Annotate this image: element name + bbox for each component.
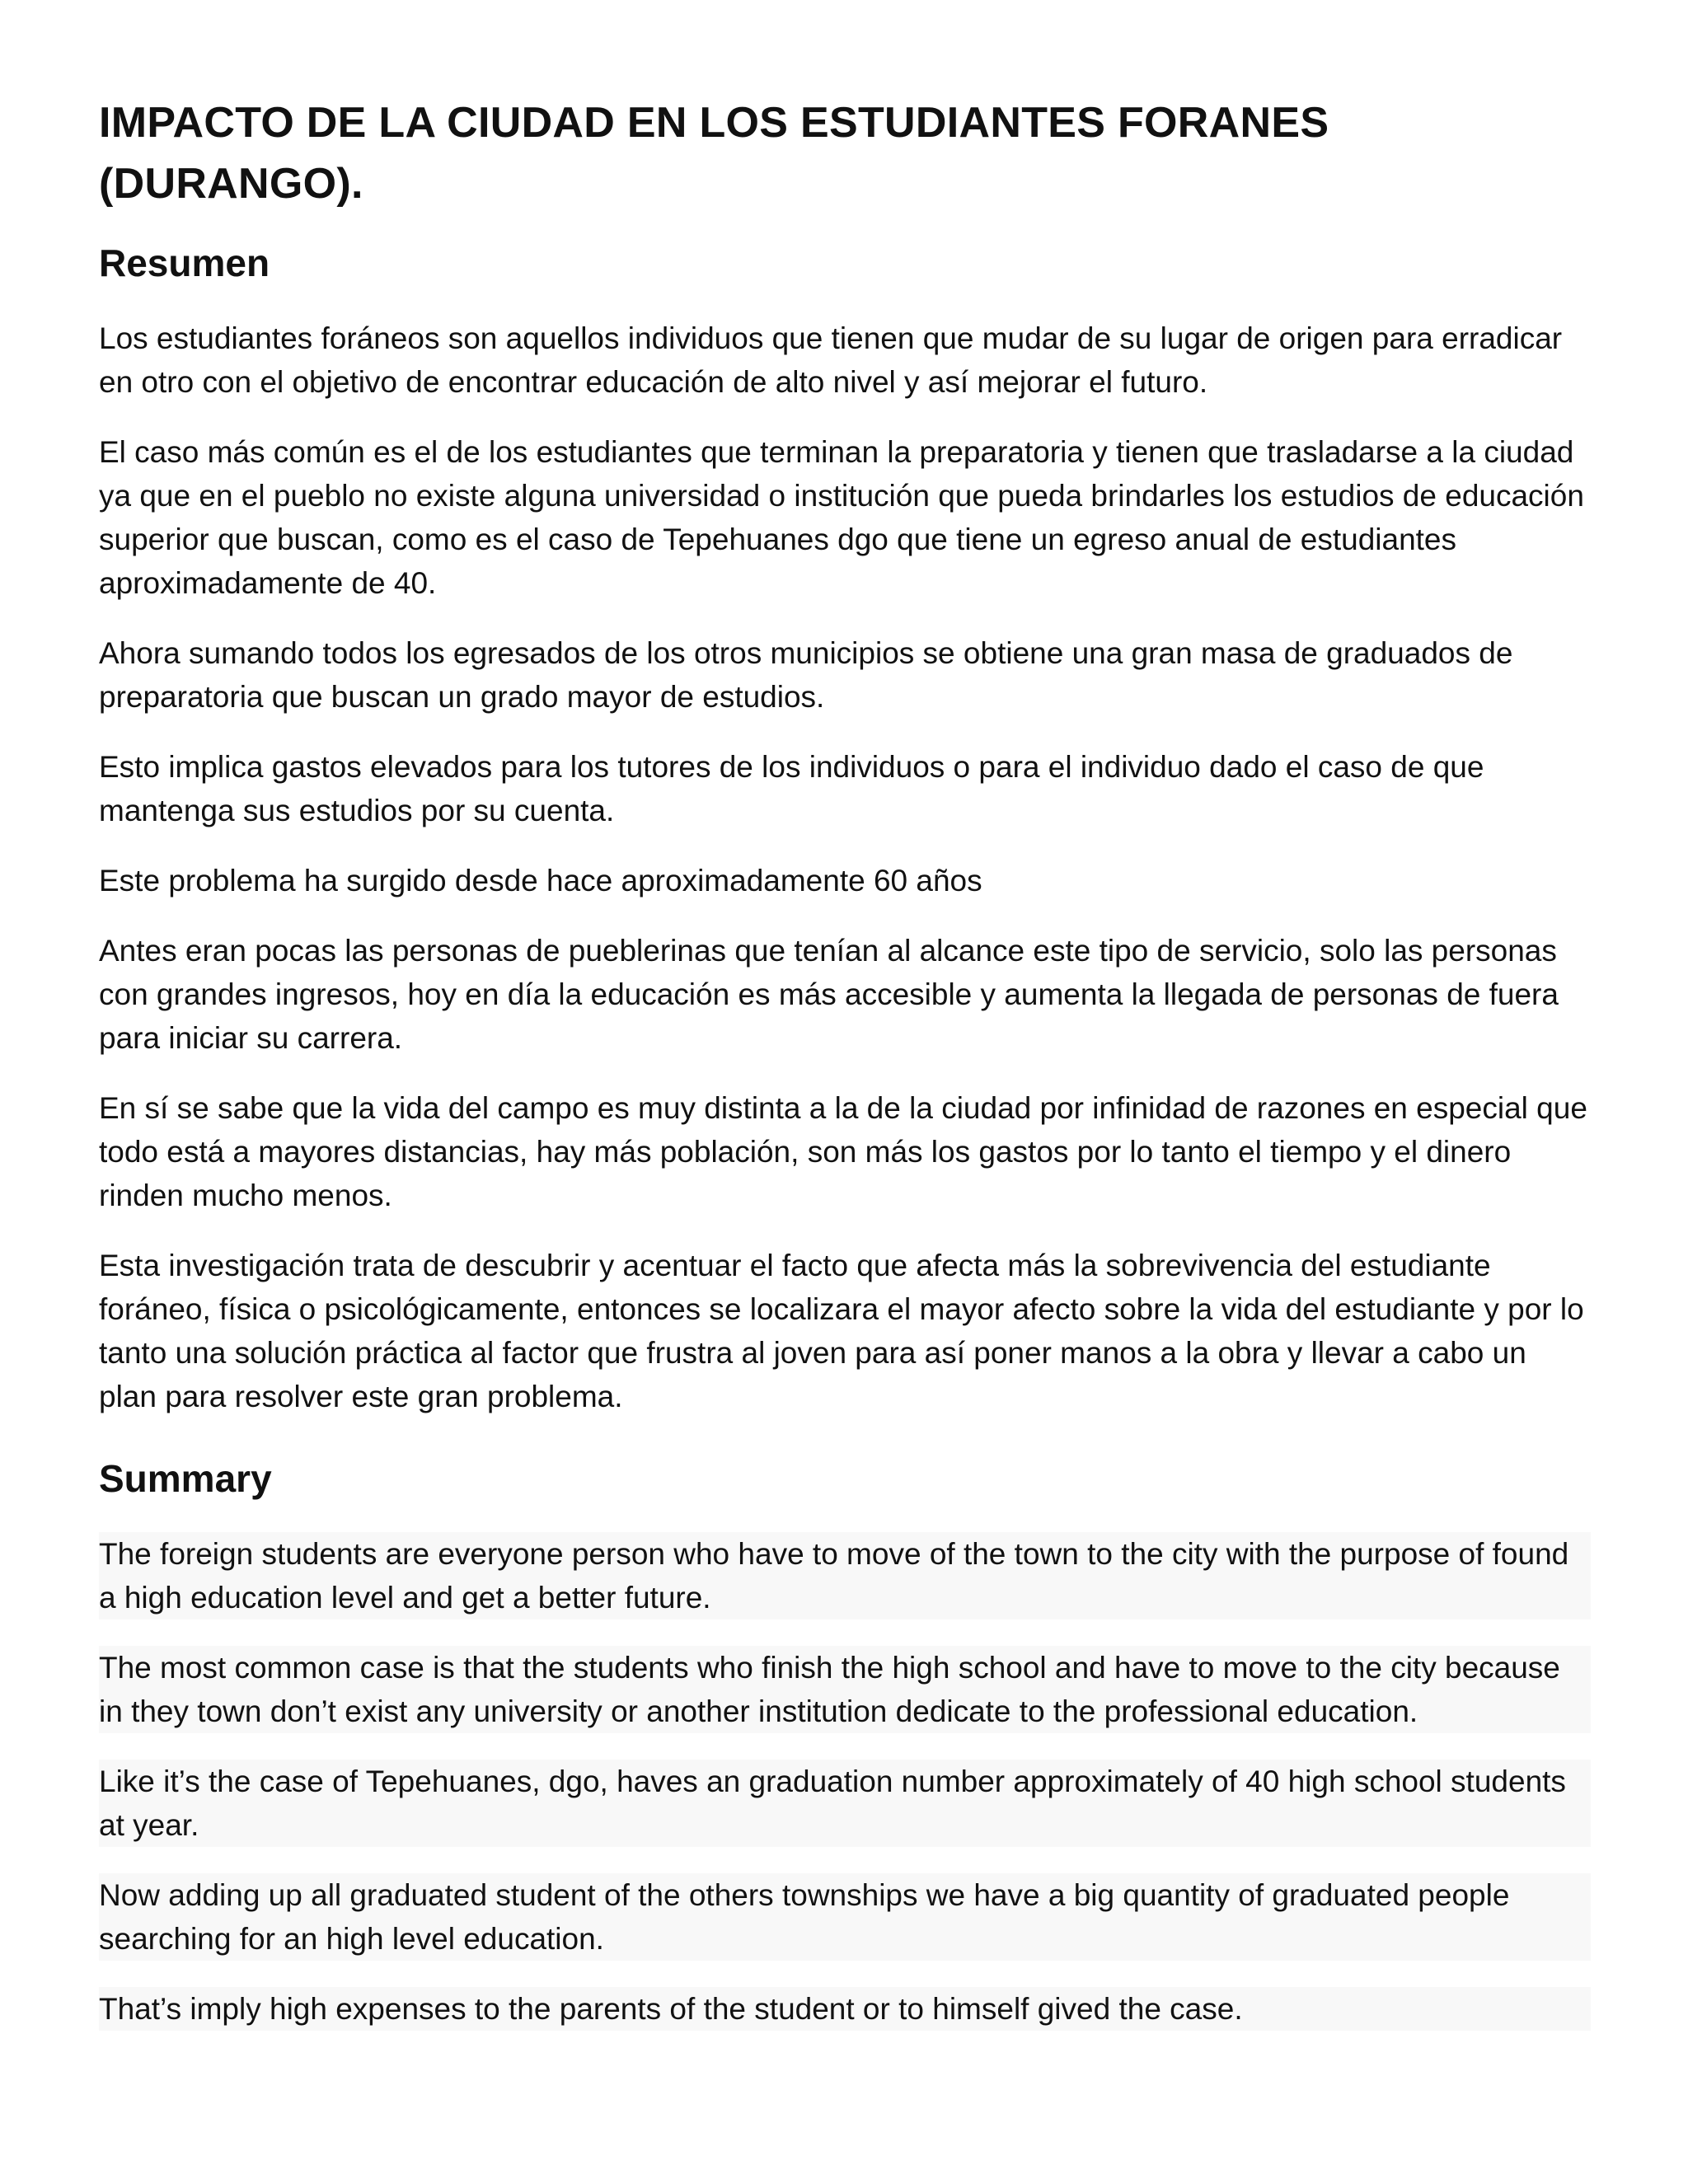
paragraph: Antes eran pocas las personas de pueblerinas que tenían al alcance este tipo de servicio, solo las personas con grandes ingresos, hoy en día la educación es más accesible y aumenta la llegada de personas de fuera para iniciar su carrera. bbox=[99, 934, 1559, 1055]
paragraph: El caso más común es el de los estudiantes que terminan la preparatoria y tienen que trasladarse a la ciudad ya que en el pueblo no existe alguna universidad o institución que pueda brindarles los estudios de educación superior que buscan, como es el caso de Tepehuanes dgo que tiene un egreso anual de estudiantes aproximadamente de 40. bbox=[99, 435, 1584, 600]
document-title: IMPACTO DE LA CIUDAD EN LOS ESTUDIANTES FORANES (DURANGO). bbox=[99, 99, 1329, 208]
paragraph: Now adding up all graduated student of the others townships we have a big quantity of graduated people searching for an high level education. bbox=[99, 1873, 1591, 1961]
paragraph: The foreign students are everyone person who have to move of the town to the city with the purpose of found a high education level and get a better future. bbox=[99, 1532, 1591, 1619]
paragraph: That’s imply high expenses to the parents of the student or to himself gived the case. bbox=[99, 1987, 1591, 2031]
paragraph: Este problema ha surgido desde hace aproximadamente 60 años bbox=[99, 864, 982, 898]
paragraph: The most common case is that the students who finish the high school and have to move to the city because in they town don’t exist any university or another institution dedicate to the professional education. bbox=[99, 1646, 1591, 1733]
paragraph: Los estudiantes foráneos son aquellos individuos que tienen que mudar de su lugar de origen para erradicar en otro con el objetivo de encontrar educación de alto nivel y así mejorar el futuro. bbox=[99, 321, 1563, 399]
section-resumen bbox=[99, 239, 1591, 1418]
section-heading-summary: Summary bbox=[99, 1457, 272, 1500]
paragraph: Ahora sumando todos los egresados de los otros municipios se obtiene una gran masa de graduados de preparatoria que buscan un grado mayor de estudios. bbox=[99, 636, 1513, 714]
paragraph: Esta investigación trata de descubrir y acentuar el facto que afecta más la sobrevivencia del estudiante foráneo, física o psicológicamente, entonces se localizara el mayor afecto sobre la vida del estudiante y por lo tanto una solución práctica al factor que frustra al joven para así poner manos a la obra y llevar a cabo un plan para resolver este gran problema. bbox=[99, 1249, 1584, 1413]
paragraph: Esto implica gastos elevados para los tutores de los individuos o para el individuo dado el caso de que mantenga sus estudios por su cuenta. bbox=[99, 750, 1484, 827]
section-summary bbox=[99, 1455, 1591, 2031]
section-heading-resumen: Resumen bbox=[99, 241, 270, 284]
paragraph: En sí se sabe que la vida del campo es muy distinta a la de la ciudad por infinidad de razones en especial que todo está a mayores distancias, hay más población, son más los gastos por lo tanto el tiempo y el dinero rinden mucho menos. bbox=[99, 1091, 1587, 1212]
document-page bbox=[99, 92, 1591, 2057]
paragraph: Like it’s the case of Tepehuanes, dgo, haves an graduation number approximately of 40 high school students at year. bbox=[99, 1760, 1591, 1847]
